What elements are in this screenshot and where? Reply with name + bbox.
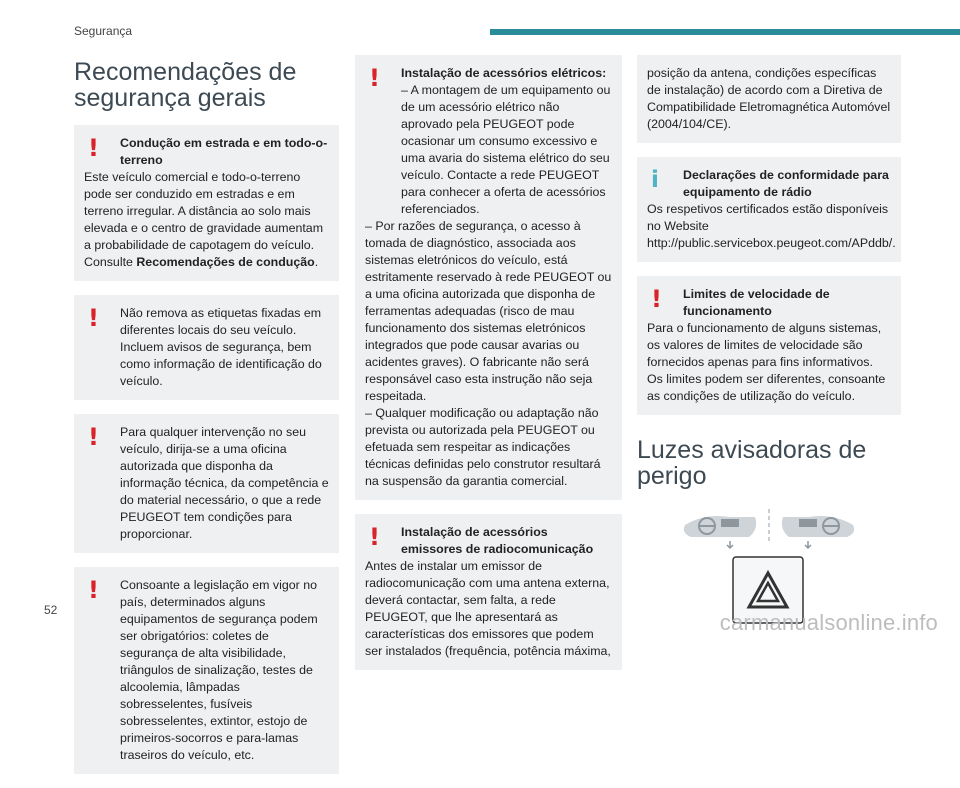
box-title: Condução em estrada e em todo-o-terreno — [120, 136, 328, 167]
warning-box-electrical-accessories — [355, 55, 622, 500]
warning-icon: ! — [369, 64, 380, 92]
warning-box-legislation — [74, 567, 339, 774]
box-title: Limites de velocidade de funcionamento — [683, 287, 830, 318]
section-header: Segurança — [74, 24, 133, 38]
warning-box-speed-limits — [637, 276, 901, 415]
watermark: carmanualsonline.info — [719, 610, 938, 635]
warning-icon: ! — [88, 423, 99, 451]
box-paragraph: – Qualquer modificação ou adaptação não prevista ou autorizada pela PEUGEOT ou efetuada sem respeitar as indicações técnicas definidas pelo construtor resultará na suspensão da garantia comercial. — [365, 406, 601, 488]
warning-icon: ! — [651, 285, 662, 313]
reference-link: Recomendações de condução — [136, 255, 315, 269]
section-heading-safety: Recomendações de segurança gerais — [74, 58, 297, 112]
warning-icon: ! — [88, 304, 99, 332]
warning-icon: ! — [88, 576, 99, 604]
box-text: Antes de instalar um emissor de radiocomunicação com uma antena externa, deverá contactar, sem falta, a rede PEUGEOT, que lhe apresentará as características dos emissores que podem ser instalados (frequência, potência máxima, — [365, 559, 611, 658]
warning-box-intervention — [74, 414, 339, 553]
box-text: posição da antena, condições específicas de instalação) de acordo com a Diretiva de Compatibilidade Eletromagnética Automóvel (2004/104/CE). — [647, 66, 891, 131]
box-text: Para qualquer intervenção no seu veículo, dirija-se a uma oficina autorizada que disponha da informação técnica, da competência e do material necessário, o que a rede PEUGEOT tem condições para proporcionar. — [120, 425, 329, 541]
warning-icon: ! — [369, 523, 380, 551]
box-text: Consoante a legislação em vigor no país, determinados alguns equipamentos de segurança podem ser obrigatórios: coletes de segurança de alta visibilidade, triângulos de sinalização, testes de alcoolemia, lâmpadas sobresselentes, fusíveis sobresselentes, extintor, estojo de primeiros-socorros e para-lamas traseiros do veículo, etc. — [120, 578, 318, 762]
box-paragraph: – A montagem de um equipamento ou de um acessório elétrico não aprovado pela PEUGEOT pode ocasionar um consumo excessivo e uma avaria do sistema elétrico do seu veículo. Contacte a rede PEUGEOT para conhecer a oferta de acessórios referenciados. — [401, 83, 611, 216]
box-title: Instalação de acessórios emissores de radiocomunicação — [401, 525, 594, 556]
column-3 — [637, 55, 901, 653]
page-number: 52 — [44, 603, 58, 617]
continued-box — [637, 55, 901, 143]
section-heading-hazard-lights: Luzes avisadoras de perigo — [637, 436, 867, 490]
header-accent-bar — [490, 29, 960, 35]
box-title: Declarações de conformidade para equipamento de rádio — [683, 168, 889, 199]
box-paragraph: – Por razões de segurança, o acesso à tomada de diagnóstico, associada aos sistemas eletrónicos do veículo, está estritamente reservado à rede PEUGEOT ou a uma oficina autorizada que disponha de ferramentas adequadas (risco de mau funcionamento dos sistemas eletrónicos integrados que pode causar avarias ou acidentes graves). O fabricante não será responsável caso esta instrução não seja respeitada. — [365, 219, 612, 403]
info-icon: i — [651, 167, 659, 193]
box-text: Este veículo comercial e todo-o-terreno pode ser conduzido em estradas e em terreno irregular. A distância ao solo mais elevada e o centro de gravidade aumentam a probabilidade de capotagem do veículo. Consulte Recomendações de condução. — [84, 170, 324, 269]
warning-box-labels — [74, 295, 339, 400]
column-2 — [355, 55, 622, 670]
box-text: Não remova as etiquetas fixadas em diferentes locais do seu veículo. Incluem avisos de segurança, bem como informação de identificação do veículo. — [120, 306, 322, 388]
info-box-radio-conformity — [637, 157, 901, 262]
box-text: Para o funcionamento de alguns sistemas, os valores de limites de velocidade são fornecidos apenas para fins informativos. Os limites podem ser diferentes, consoante as condições de utilização do veículo. — [647, 321, 886, 403]
box-title: Instalação de acessórios elétricos: — [401, 66, 607, 80]
column-1 — [74, 55, 339, 788]
box-text: Os respetivos certificados estão disponíveis no Website http://public.servicebox.peugeot.com/APddb/. — [647, 202, 896, 250]
warning-box-radio-emitters — [355, 514, 622, 670]
warning-icon: ! — [88, 134, 99, 162]
warning-box-road-offroad — [74, 125, 339, 281]
